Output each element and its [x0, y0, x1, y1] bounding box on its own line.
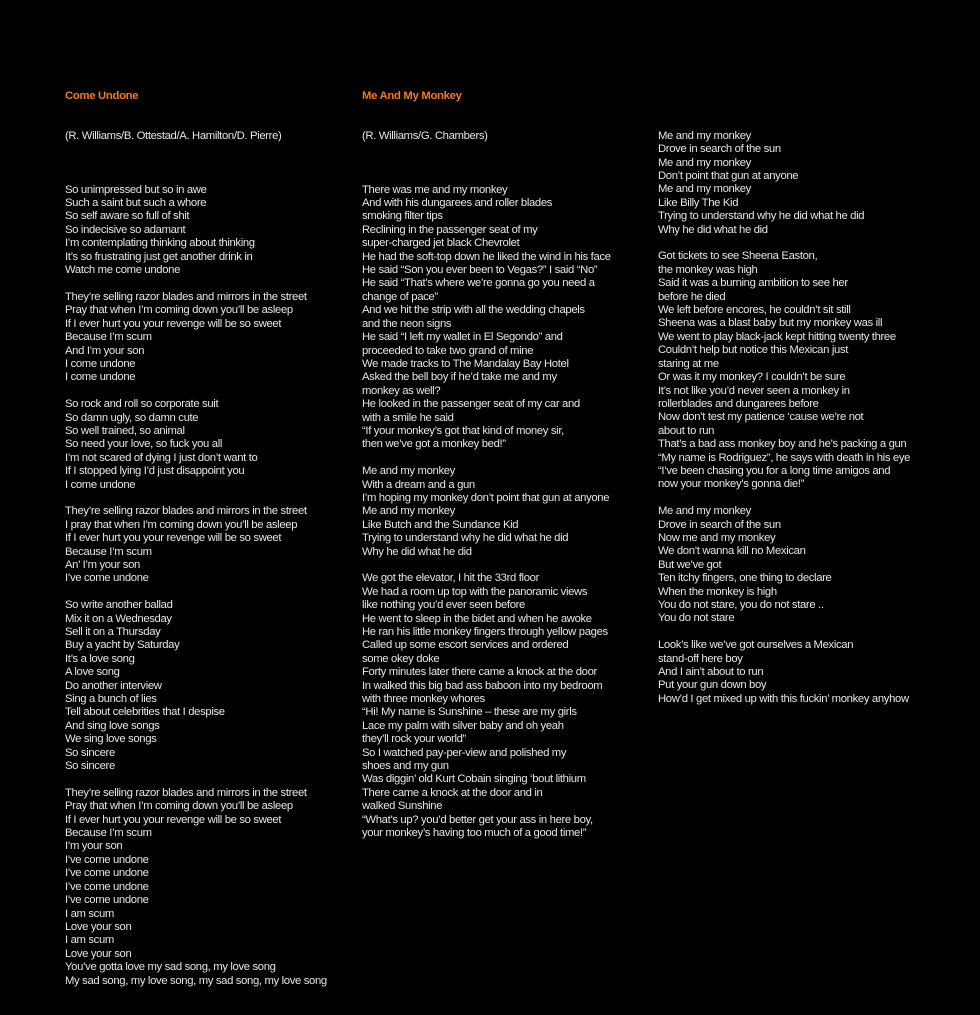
stanza: [362, 184, 652, 452]
stanza: [362, 465, 652, 559]
lyric-line: If I stopped lying I’d just disappoint you: [65, 465, 245, 478]
lyrics-body: [658, 130, 968, 706]
lyric-line: I pray that when I’m coming down you’ll be asleep: [65, 518, 298, 531]
lyric-line: So unimpressed but so in awe: [65, 183, 207, 196]
lyric-line: He ran his little monkey fingers through yellow pages: [362, 626, 608, 639]
stanza: [65, 787, 355, 988]
song-title: Come Undone: [65, 89, 139, 102]
lyric-line: Mix it on a Wednesday: [65, 612, 172, 625]
lyric-line: Ten itchy fingers, one thing to declare: [658, 572, 832, 585]
lyric-line: Reclining in the passenger seat of my: [362, 223, 538, 236]
lyric-line: Don’t point that gun at anyone: [658, 170, 799, 183]
lyric-line: So damn ugly, so damn cute: [65, 411, 199, 424]
lyric-line: They’re selling razor blades and mirrors in the street: [65, 505, 307, 518]
lyric-line: smoking filter tips: [362, 210, 443, 223]
lyric-line: I’m contemplating thinking about thinking: [65, 237, 255, 250]
lyric-line: We sing love songs: [65, 733, 157, 746]
lyric-line: Such a saint but such a whore: [65, 197, 207, 210]
lyric-line: monkey as well?: [362, 384, 441, 397]
lyric-line: Or was it my monkey? I couldn’t be sure: [658, 371, 846, 384]
lyric-line: “Hi! My name is Sunshine – these are my girls: [362, 706, 577, 719]
lyric-line: Got tickets to see Sheena Easton,: [658, 250, 818, 263]
lyric-line: Called up some escort services and ordered: [362, 639, 569, 652]
lyric-line: Me and my monkey: [658, 505, 751, 518]
stanza: [65, 599, 355, 773]
lyric-line: There came a knock at the door and in: [362, 786, 543, 799]
lyric-line: So indecisive so adamant: [65, 223, 186, 236]
lyric-line: proceeded to take two grand of mine: [362, 344, 534, 357]
lyric-line: You do not stare, you do not stare ..: [658, 599, 824, 611]
lyric-line: I’ve come undone: [65, 853, 149, 866]
lyric-line: Because I’m scum: [65, 545, 152, 558]
column-come-undone: [65, 63, 355, 1015]
lyric-line: Now me and my monkey: [658, 531, 776, 544]
stanza: [658, 505, 968, 626]
lyric-line: about to run: [658, 424, 715, 437]
lyric-line: A love song: [65, 666, 120, 679]
lyric-line: Pray that when I’m coming down you’ll be asleep: [65, 800, 293, 813]
lyric-line: There was me and my monkey: [362, 183, 508, 196]
lyric-line: We went to play black-jack kept hitting twenty three: [658, 330, 896, 343]
lyric-line: Pray that when I’m coming down you’ll be asleep: [65, 304, 293, 317]
lyric-line: “My name is Rodriguez”, he says with death in his eye: [658, 451, 911, 464]
lyric-line: With a dream and a gun: [362, 478, 475, 491]
lyric-line: Forty minutes later there came a knock at the door: [362, 666, 597, 679]
lyric-line: And I ain’t about to run: [658, 666, 764, 679]
lyric-line: He said “That’s where we’re gonna go you need a: [362, 277, 595, 290]
lyric-line: they’ll rock your world”: [362, 733, 466, 746]
lyric-line: He said “Son you ever been to Vegas?” I said “No”: [362, 264, 598, 277]
lyric-line: like nothing you’d ever seen before: [362, 599, 525, 612]
song-title: Me And My Monkey: [362, 89, 462, 102]
lyric-line: They’re selling razor blades and mirrors in the street: [65, 290, 307, 303]
lyric-line: You do not stare: [658, 612, 735, 625]
lyric-line: Why he did what he did: [658, 223, 768, 236]
lyric-line: I come undone: [65, 478, 136, 491]
lyric-line: Sell it on a Thursday: [65, 625, 161, 638]
lyric-line: You’ve gotta love my sad song, my love song: [65, 961, 276, 974]
lyric-line: Watch me come undone: [65, 264, 181, 277]
stanza: [65, 184, 355, 278]
lyric-line: Buy a yacht by Saturday: [65, 639, 180, 652]
lyric-line: with three monkey whores: [362, 693, 485, 706]
lyric-line: Love your son: [65, 920, 132, 933]
lyric-line: before he died: [658, 290, 726, 303]
lyric-line: So sincere: [65, 746, 115, 759]
lyric-line: Was diggin’ old Kurt Cobain singing ‘bout lithium: [362, 773, 586, 786]
lyric-line: We don’t wanna kill no Mexican: [658, 545, 806, 558]
lyric-line: shoes and my gun: [362, 760, 449, 773]
lyric-line: Tell about celebrities that I despise: [65, 706, 225, 719]
lyric-line: He had the soft-top down he liked the wind in his face: [362, 250, 611, 263]
lyric-line: So I watched pay-per-view and polished my: [362, 746, 567, 759]
lyric-line: I’ve come undone: [65, 867, 149, 880]
lyric-line: Sheena was a blast baby but my monkey was ill: [658, 317, 883, 330]
lyric-line: with a smile he said: [362, 411, 454, 424]
lyric-line: and the neon signs: [362, 317, 452, 330]
lyrics-body: [65, 184, 355, 988]
lyric-line: We left before encores, he couldn’t sit still: [658, 304, 851, 317]
lyric-line: Drove in search of the sun: [658, 518, 781, 531]
lyric-line: It’s not like you’d never seen a monkey in: [658, 384, 850, 397]
lyric-line: change of pace”: [362, 290, 438, 303]
lyric-line: And I’m your son: [65, 344, 145, 357]
song-credits: (R. Williams/B. Ottestad/A. Hamilton/D. Pierre): [65, 130, 282, 143]
stanza: [65, 291, 355, 385]
lyric-line: I come undone: [65, 371, 136, 384]
lyric-line: That’s a bad ass monkey boy and he’s packing a gun: [658, 438, 907, 451]
lyric-line: Love your son: [65, 947, 132, 960]
lyric-line: And sing love songs: [65, 719, 160, 732]
lyric-line: We made tracks to The Mandalay Bay Hotel: [362, 357, 569, 370]
lyric-line: now your monkey’s gonna die!”: [658, 478, 805, 491]
lyric-line: They’re selling razor blades and mirrors in the street: [65, 786, 307, 799]
lyric-line: Trying to understand why he did what he did: [658, 210, 865, 223]
lyric-line: Me and my monkey: [362, 465, 455, 478]
lyric-line: I am scum: [65, 934, 114, 947]
lyric-line: If I ever hurt you your revenge will be so sweet: [65, 532, 282, 545]
lyric-line: He went to sleep in the bidet and when he awoke: [362, 612, 592, 625]
lyric-line: I come undone: [65, 357, 136, 370]
lyric-line: Because I’m scum: [65, 827, 152, 840]
lyric-line: Lace my palm with silver baby and oh yeah: [362, 719, 564, 732]
lyric-line: He said “I left my wallet in El Segondo” and: [362, 331, 563, 344]
stanza: [65, 505, 355, 585]
lyric-line: your monkey’s having too much of a good time!”: [362, 827, 587, 840]
lyrics-body: [362, 184, 652, 841]
lyric-line: Said it was a burning ambition to see her: [658, 277, 848, 290]
lyric-line: Drove in search of the sun: [658, 143, 781, 156]
lyric-line: I am scum: [65, 907, 114, 920]
lyric-line: Now don’t test my patience ‘cause we’re not: [658, 411, 864, 424]
lyric-line: So need your love, so fuck you all: [65, 438, 223, 451]
lyric-line: Me and my monkey: [362, 505, 455, 518]
song-credits: (R. Williams/G. Chambers): [362, 130, 488, 143]
lyric-line: So self aware so full of shit: [65, 210, 190, 223]
lyric-line: I’m hoping my monkey don’t point that gun at anyone: [362, 491, 610, 504]
lyric-line: So well trained, so animal: [65, 424, 185, 437]
lyric-line: When the monkey is high: [658, 585, 777, 598]
stanza: [658, 250, 968, 491]
lyric-line: “If your monkey’s got that kind of money sir,: [362, 424, 564, 437]
lyric-line: super-charged jet black Chevrolet: [362, 237, 520, 250]
lyric-line: Do another interview: [65, 679, 162, 692]
lyric-line: It’s so frustrating just get another drink in: [65, 250, 253, 263]
lyric-line: walked Sunshine: [362, 800, 443, 813]
lyric-line: I’ve come undone: [65, 572, 149, 585]
lyric-line: But we’ve got: [658, 558, 722, 571]
lyric-line: How’d I get mixed up with this fuckin’ monkey anyhow: [658, 692, 909, 705]
lyric-line: And with his dungarees and roller blades: [362, 197, 553, 210]
lyric-line: some okey doke: [362, 652, 440, 665]
lyric-line: We got the elevator, I hit the 33rd floor: [362, 572, 539, 585]
lyric-line: stand-off here boy: [658, 652, 743, 665]
lyric-line: If I ever hurt you your revenge will be so sweet: [65, 813, 282, 826]
lyric-line: Couldn’t help but notice this Mexican just: [658, 344, 849, 357]
stanza: [65, 398, 355, 492]
column-me-and-my-monkey: [362, 63, 652, 867]
lyric-line: If I ever hurt you your revenge will be so sweet: [65, 317, 282, 330]
lyric-line: rollerblades and dungarees before: [658, 397, 819, 410]
lyric-line: It’s a love song: [65, 652, 135, 665]
lyric-line: staring at me: [658, 357, 719, 370]
lyric-line: Like Butch and the Sundance Kid: [362, 518, 519, 531]
lyric-line: Asked the bell boy if he’d take me and my: [362, 371, 557, 384]
lyric-line: So rock and roll so corporate suit: [65, 398, 219, 411]
lyric-line: “What’s up? you’d better get your ass in here boy,: [362, 813, 593, 826]
stanza: [658, 639, 968, 706]
lyric-line: then we’ve got a monkey bed!”: [362, 438, 506, 451]
lyric-line: Like Billy The Kid: [658, 196, 739, 209]
lyric-line: So sincere: [65, 760, 115, 773]
lyric-line: “I’ve been chasing you for a long time amigos and: [658, 464, 891, 477]
lyric-line: Look’s like we’ve got ourselves a Mexican: [658, 639, 854, 652]
lyric-line: Why he did what he did: [362, 545, 472, 558]
lyric-line: Sing a bunch of lies: [65, 693, 157, 706]
lyric-line: And we hit the strip with all the wedding chapels: [362, 304, 585, 317]
stanza: [658, 130, 968, 237]
lyric-line: So write another ballad: [65, 599, 173, 612]
lyric-line: Me and my monkey: [658, 156, 751, 169]
lyric-line: We had a room up top with the panoramic views: [362, 585, 588, 598]
lyric-line: Because I’m scum: [65, 331, 152, 344]
stanza: [362, 572, 652, 840]
lyric-line: Trying to understand why he did what he did: [362, 532, 569, 545]
lyric-line: I’ve come undone: [65, 880, 149, 893]
lyric-line: I’m not scared of dying I just don’t want to: [65, 451, 258, 464]
lyric-line: My sad song, my love song, my sad song, my love song: [65, 974, 327, 987]
column-me-and-my-monkey-continued: [658, 103, 968, 733]
lyric-line: In walked this big bad ass baboon into my bedroom: [362, 679, 603, 692]
lyric-line: Put your gun down boy: [658, 679, 767, 692]
lyric-line: I’ve come undone: [65, 894, 149, 907]
lyric-line: Me and my monkey: [658, 129, 751, 142]
lyric-line: Me and my monkey: [658, 183, 751, 196]
lyric-line: An’ I’m your son: [65, 558, 140, 571]
lyric-line: the monkey was high: [658, 263, 758, 276]
lyric-line: He looked in the passenger seat of my car and: [362, 398, 580, 411]
lyric-line: I’m your son: [65, 840, 123, 853]
